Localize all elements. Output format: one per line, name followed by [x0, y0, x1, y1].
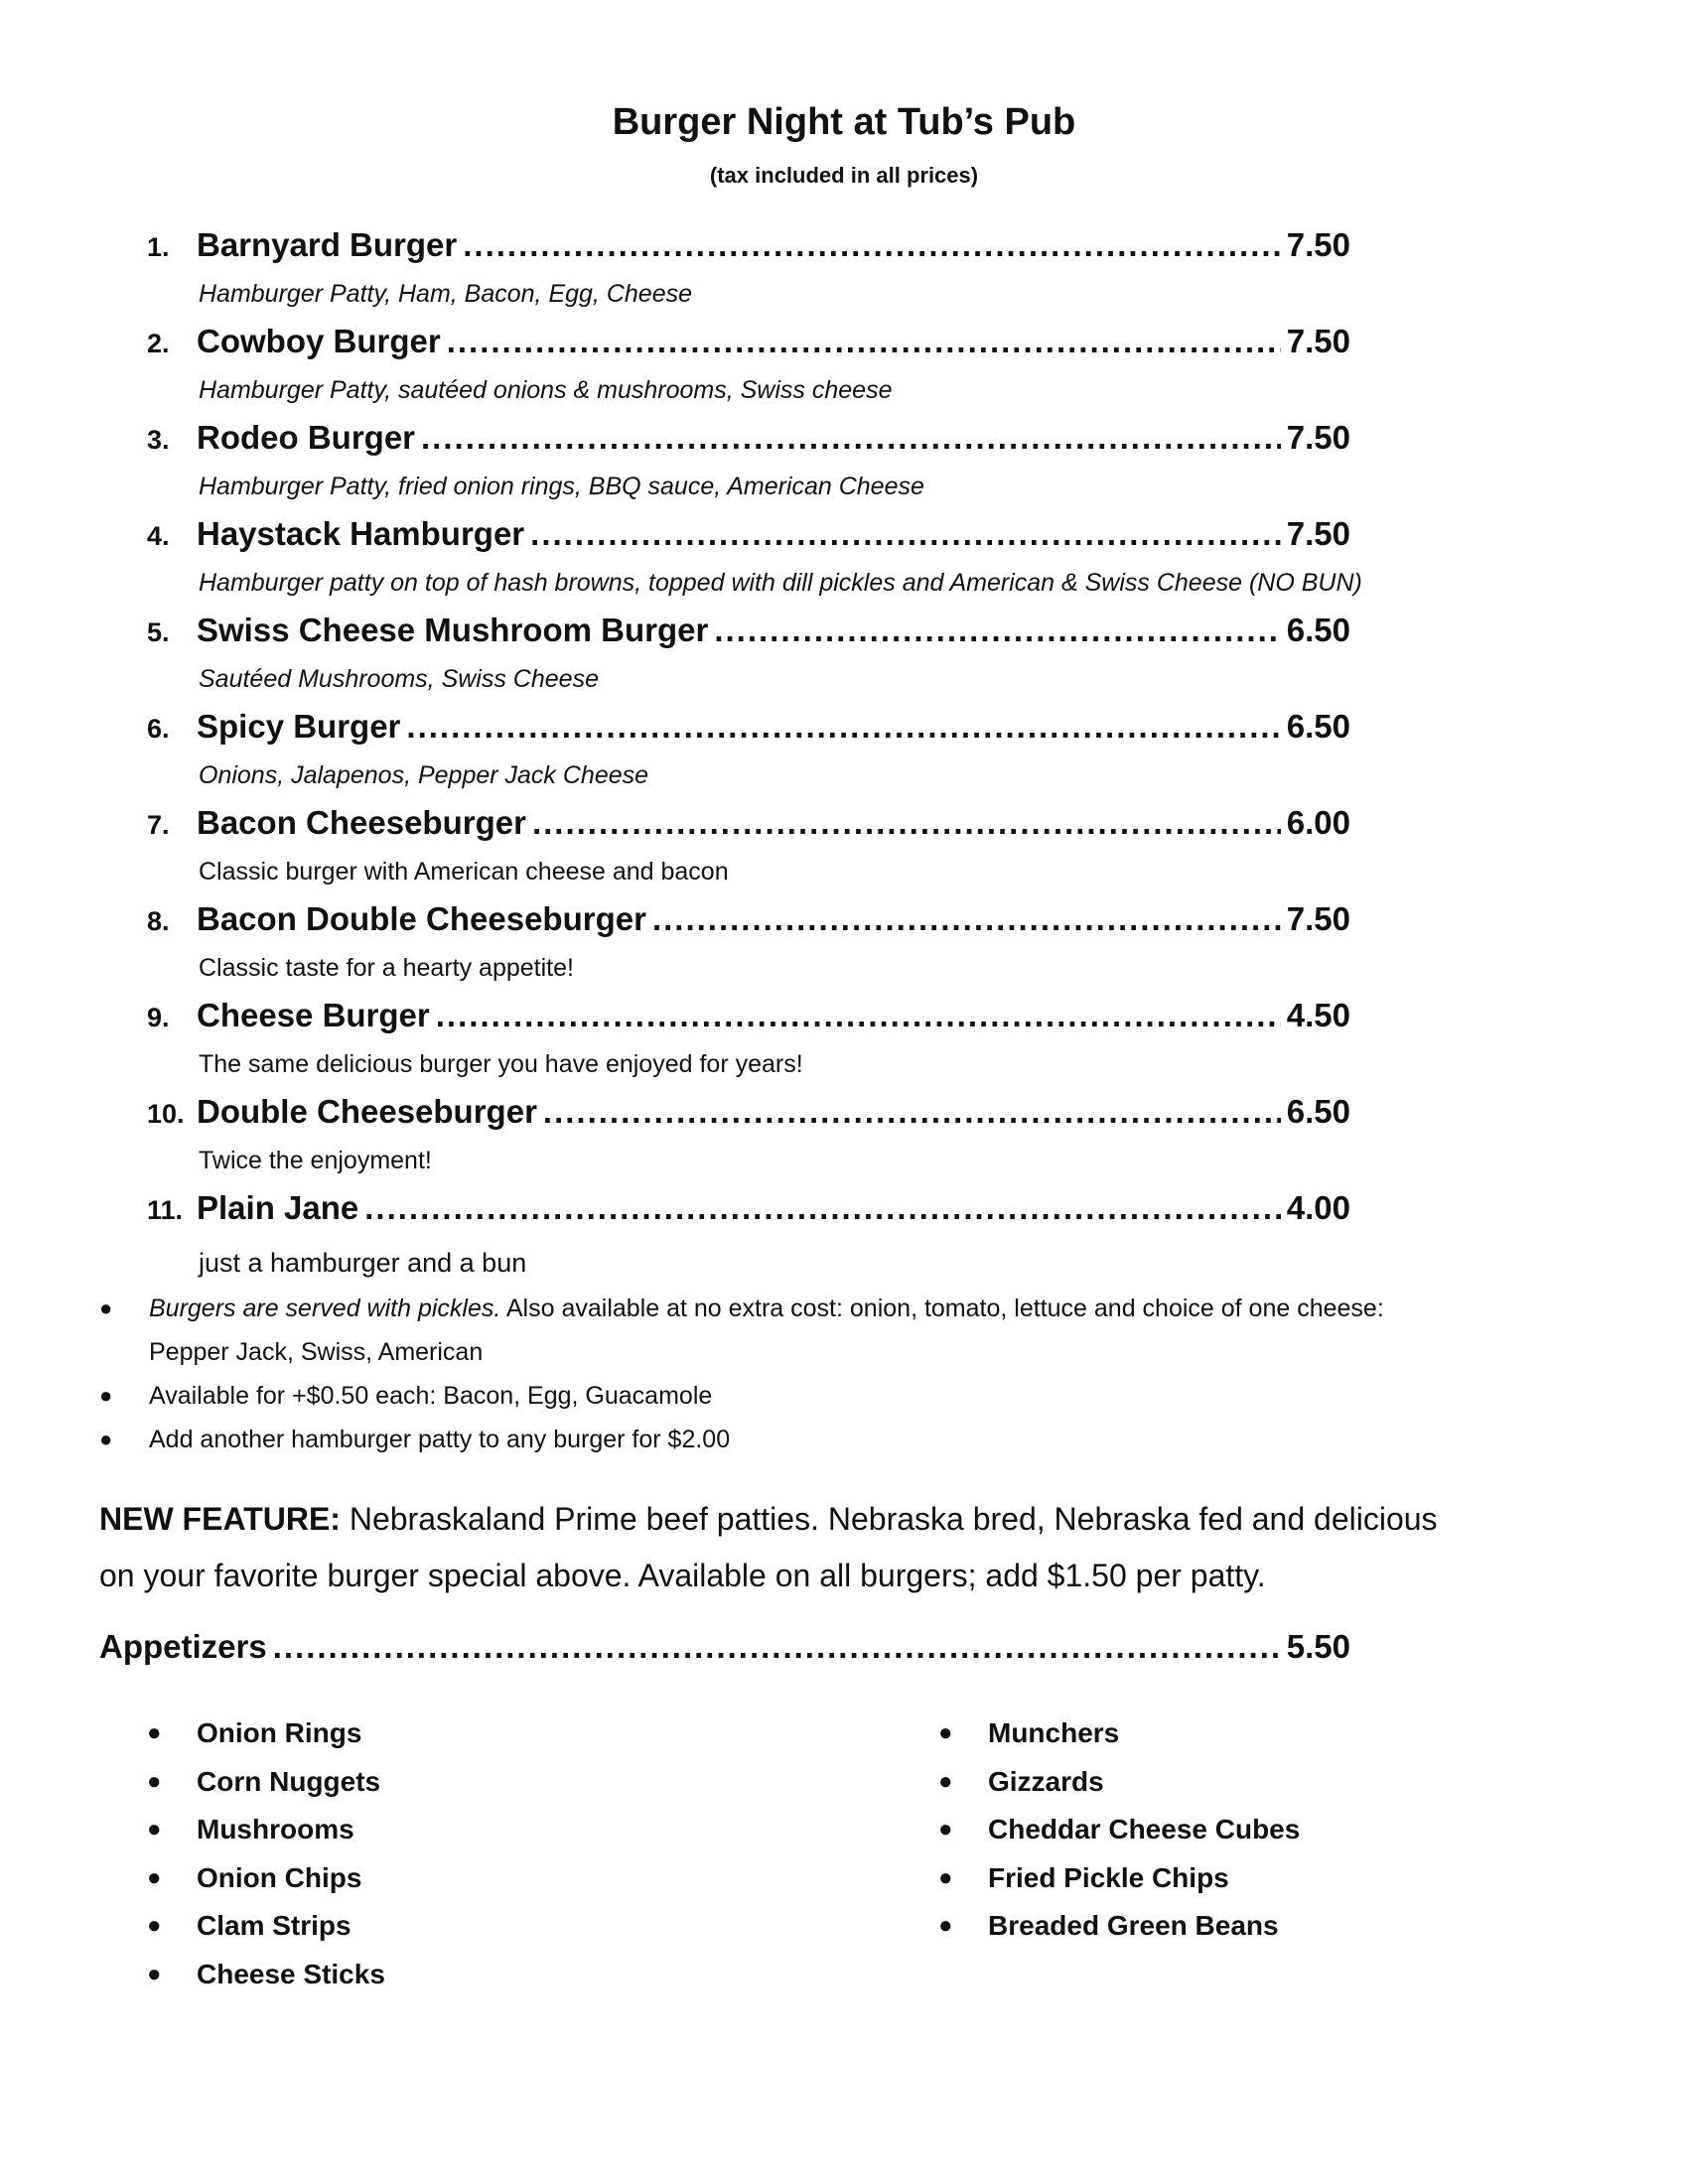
appetizer-item [938, 1709, 1300, 1758]
dot-leader [364, 1189, 1281, 1227]
appetizer-name: Cheddar Cheese Cubes [988, 1814, 1301, 1845]
bullet-icon: ● [99, 1427, 113, 1451]
menu-item [147, 804, 1517, 900]
item-name: Spicy Burger [197, 708, 401, 745]
appetizer-item [147, 1806, 385, 1854]
bullet-icon: ● [938, 1719, 953, 1747]
page-subtitle: (tax included in all prices) [709, 163, 979, 188]
appetizer-name: Cheese Sticks [197, 1958, 385, 1989]
feature-text-cont: on your favorite burger special above. Available on all burgers; add $1.50 per patty. [99, 1558, 1266, 1593]
item-price: 7.50 [1286, 515, 1350, 552]
appetizers-label: Appetizers [99, 1628, 267, 1665]
feature-label: NEW FEATURE: [99, 1501, 341, 1537]
note-italic: Burgers are served with pickles. [149, 1295, 501, 1322]
new-feature [99, 1491, 1589, 1604]
bullet-icon: ● [938, 1912, 953, 1940]
appetizer-name: Munchers [988, 1717, 1120, 1749]
appetizer-item [938, 1902, 1300, 1951]
item-description: Hamburger Patty, Ham, Bacon, Egg, Cheese [199, 280, 692, 308]
item-name: Cheese Burger [197, 997, 430, 1033]
bullet-icon: ● [938, 1863, 953, 1891]
menu-item [147, 226, 1517, 323]
item-number: 7. [147, 810, 170, 840]
dot-leader [652, 900, 1281, 938]
item-name: Bacon Cheeseburger [197, 804, 526, 841]
appetizer-item [938, 1758, 1300, 1807]
item-price: 7.50 [1286, 419, 1350, 456]
item-name: Double Cheeseburger [197, 1093, 537, 1130]
item-description: Sautéed Mushrooms, Swiss Cheese [199, 665, 599, 693]
item-price: 6.50 [1286, 612, 1350, 648]
appetizer-name: Onion Chips [197, 1861, 362, 1893]
appetizer-item [938, 1806, 1300, 1854]
appetizers-price: 5.50 [1286, 1628, 1350, 1665]
bullet-icon: ● [938, 1767, 953, 1795]
burger-menu-list [147, 226, 1517, 1286]
page-title: Burger Night at Tub’s Pub [612, 101, 1076, 143]
menu-item [147, 515, 1517, 612]
item-price: 4.50 [1286, 997, 1350, 1033]
burger-notes [99, 1287, 1589, 1461]
bullet-icon: ● [99, 1296, 113, 1320]
dot-leader [532, 804, 1281, 842]
item-name: Barnyard Burger [197, 226, 458, 263]
dot-leader [463, 226, 1281, 264]
menu-item [147, 1093, 1517, 1189]
item-description: Twice the enjoyment! [199, 1147, 432, 1174]
appetizers-heading [99, 1628, 1350, 1666]
dot-leader [273, 1628, 1281, 1666]
appetizer-name: Breaded Green Beans [988, 1910, 1279, 1942]
appetizer-name: Mushrooms [197, 1814, 354, 1845]
item-name: Swiss Cheese Mushroom Burger [197, 612, 709, 648]
dot-leader [543, 1093, 1281, 1131]
note-text: Add another hamburger patty to any burger for $2.00 [149, 1426, 731, 1453]
item-name: Bacon Double Cheeseburger [197, 900, 646, 937]
item-description: The same delicious burger you have enjoyed for years! [199, 1050, 803, 1078]
bullet-icon: ● [147, 1719, 162, 1747]
item-number: 9. [147, 1003, 170, 1032]
menu-item [147, 612, 1517, 708]
item-price: 6.00 [1286, 804, 1350, 841]
item-price: 7.50 [1286, 900, 1350, 937]
note-body: Also available at no extra cost: onion, tomato, lettuce and choice of one cheese: [500, 1295, 1384, 1322]
dot-leader [421, 419, 1281, 457]
item-price: 7.50 [1286, 323, 1350, 359]
appetizer-item [147, 1951, 385, 1999]
note-text: Available for +$0.50 each: Bacon, Egg, Guacamole [149, 1382, 713, 1410]
item-description: Onions, Jalapenos, Pepper Jack Cheese [199, 761, 649, 789]
appetizer-name: Onion Rings [197, 1717, 362, 1749]
appetizer-name: Corn Nuggets [197, 1765, 381, 1797]
item-name: Cowboy Burger [197, 323, 441, 359]
note-body-cont: Pepper Jack, Swiss, American [149, 1338, 484, 1366]
menu-item [147, 997, 1517, 1093]
item-description: Hamburger Patty, fried onion rings, BBQ sauce, American Cheese [199, 473, 924, 500]
item-number: 1. [147, 232, 170, 262]
item-description: just a hamburger and a bun [199, 1248, 527, 1278]
bullet-icon: ● [147, 1863, 162, 1891]
item-number: 3. [147, 425, 170, 455]
appetizer-item [147, 1902, 385, 1951]
note-text [149, 1287, 1384, 1374]
dot-leader [447, 323, 1281, 360]
item-price: 6.50 [1286, 708, 1350, 745]
appetizer-item [938, 1854, 1300, 1903]
feature-text: Nebraskaland Prime beef patties. Nebraska bred, Nebraska fed and delicious [340, 1501, 1438, 1537]
appetizer-name: Fried Pickle Chips [988, 1861, 1229, 1893]
item-price: 7.50 [1286, 226, 1350, 263]
appetizers-right-column [938, 1709, 1300, 1951]
item-number: 11. [147, 1195, 184, 1225]
dot-leader [406, 708, 1280, 746]
bullet-icon: ● [147, 1960, 162, 1987]
appetizer-item [147, 1758, 385, 1807]
menu-item [147, 1189, 1517, 1286]
item-price: 4.00 [1286, 1189, 1350, 1226]
dot-leader [714, 612, 1280, 649]
item-name: Plain Jane [197, 1189, 359, 1226]
menu-item [147, 323, 1517, 419]
bullet-icon: ● [938, 1816, 953, 1843]
item-name: Haystack Hamburger [197, 515, 525, 552]
appetizer-name: Clam Strips [197, 1910, 352, 1942]
bullet-icon: ● [147, 1767, 162, 1795]
item-description: Classic burger with American cheese and bacon [199, 858, 729, 886]
appetizer-item [147, 1854, 385, 1903]
item-number: 4. [147, 521, 170, 551]
item-description: Hamburger Patty, sautéed onions & mushrooms, Swiss cheese [199, 376, 893, 404]
item-number: 8. [147, 906, 170, 936]
item-description: Hamburger patty on top of hash browns, topped with dill pickles and American & Swiss Cheese (NO BUN) [199, 569, 1362, 597]
item-number: 6. [147, 714, 170, 744]
menu-item [147, 419, 1517, 515]
note-item [99, 1287, 1589, 1374]
item-number: 5. [147, 617, 170, 647]
note-item [99, 1374, 1589, 1418]
item-number: 2. [147, 329, 170, 358]
item-number: 10. [147, 1099, 185, 1129]
bullet-icon: ● [147, 1912, 162, 1940]
bullet-icon: ● [99, 1383, 113, 1408]
item-description: Classic taste for a hearty appetite! [199, 954, 574, 982]
bullet-icon: ● [147, 1816, 162, 1843]
appetizer-item [147, 1709, 385, 1758]
dot-leader [530, 515, 1281, 553]
menu-item [147, 708, 1517, 804]
note-item [99, 1418, 1589, 1461]
item-name: Rodeo Burger [197, 419, 416, 456]
dot-leader [436, 997, 1281, 1034]
appetizer-name: Gizzards [988, 1765, 1104, 1797]
appetizers-left-column [147, 1709, 385, 1998]
menu-item [147, 900, 1517, 997]
item-price: 6.50 [1286, 1093, 1350, 1130]
